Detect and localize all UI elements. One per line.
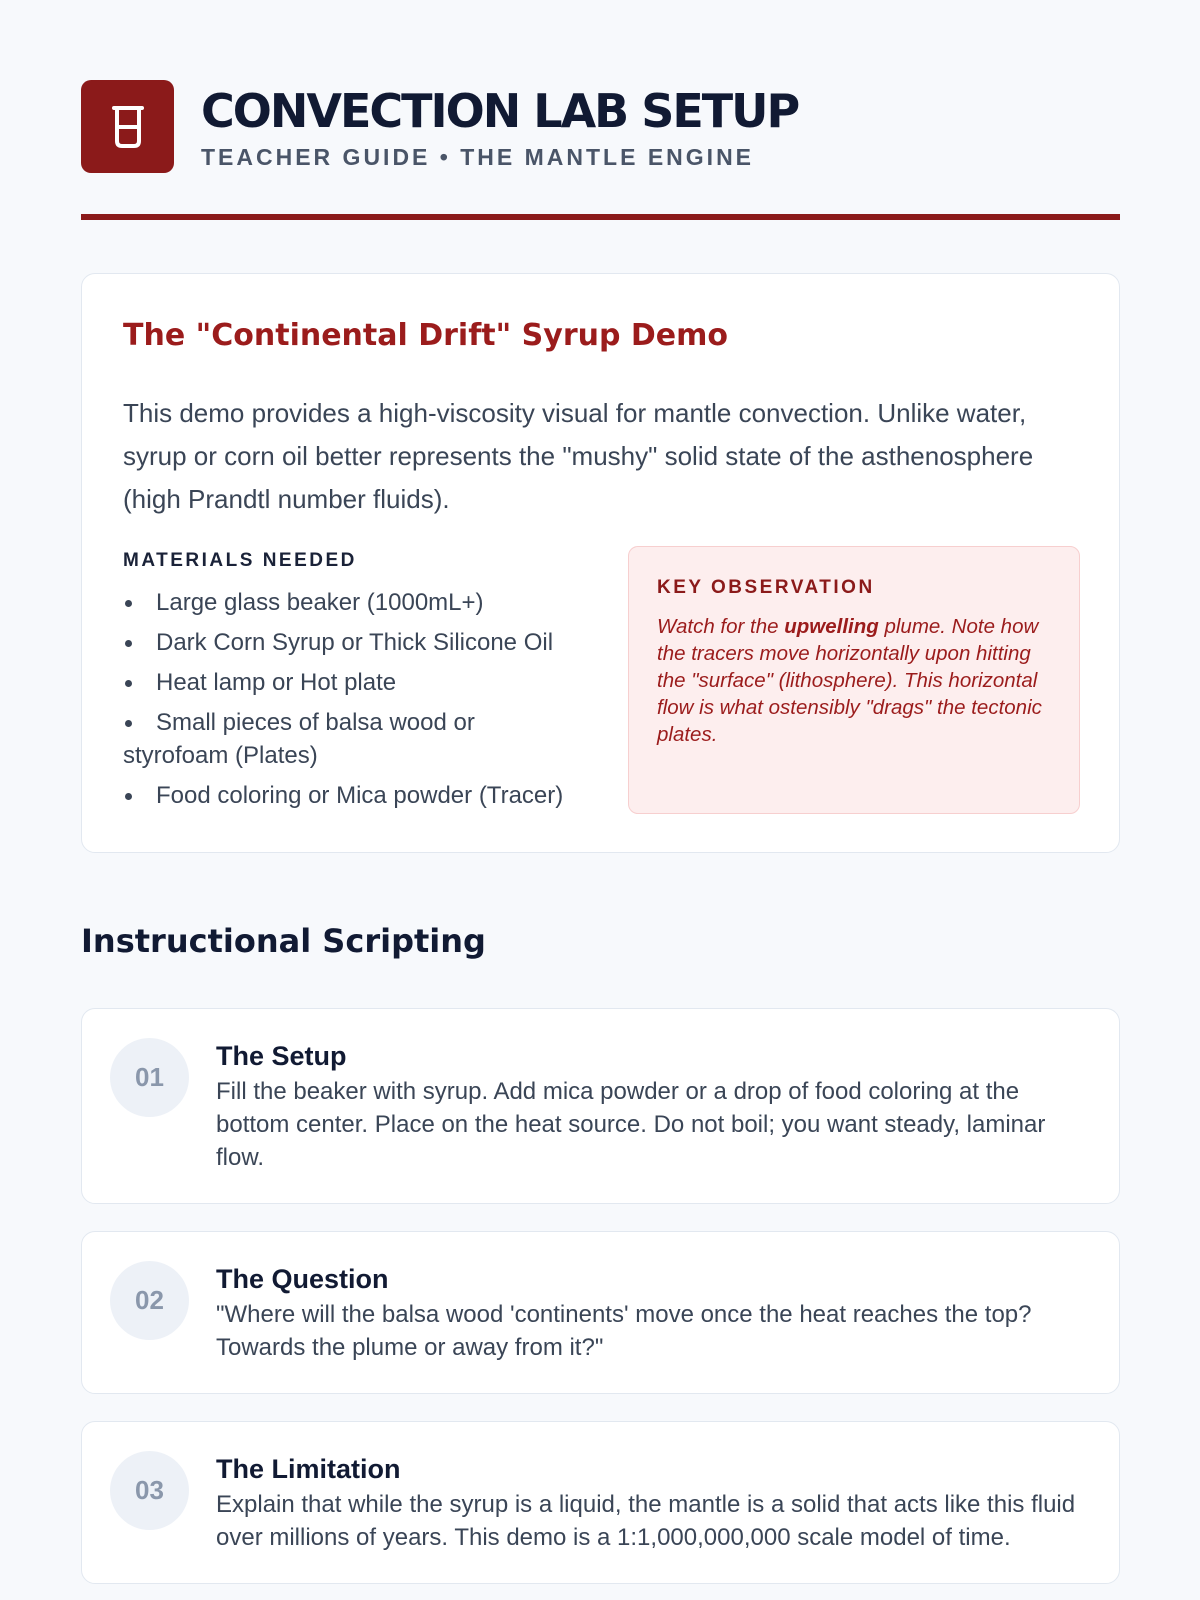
- step-number-badge: 03: [110, 1451, 189, 1530]
- step-title: The Question: [216, 1264, 389, 1294]
- step-text: Fill the beaker with syrup. Add mica powder or a drop of food coloring at the bottom center. Place on the heat source. Do not boil; you want steady, laminar flow.: [216, 1078, 1046, 1171]
- key-observation-box: [628, 546, 1080, 814]
- list-item: Food coloring or Mica powder (Tracer): [123, 779, 583, 812]
- list-item: Small pieces of balsa wood or styrofoam (Plates): [123, 706, 583, 772]
- key-observation-text-before: Watch for the: [657, 615, 785, 638]
- list-item: Heat lamp or Hot plate: [123, 666, 583, 699]
- step-text: "Where will the balsa wood 'continents' move once the heat reaches the top? Towards the plume or away from it?": [216, 1301, 1032, 1361]
- step-card: [81, 1231, 1120, 1394]
- beaker-icon: [81, 80, 174, 173]
- section-title: Instructional Scripting: [81, 922, 486, 960]
- step-card: [81, 1421, 1120, 1584]
- key-observation-emphasis: upwelling: [784, 615, 879, 638]
- key-observation-text: [657, 613, 1057, 748]
- materials-list: [123, 586, 583, 819]
- header-divider: [81, 214, 1120, 220]
- key-observation-text-after: plume. Note how the tracers move horizontally upon hitting the "surface" (lithosphere). This horizontal flow is what ostensibly "drags" the tectonic plates.: [657, 615, 1042, 746]
- step-number-badge: 01: [110, 1038, 189, 1117]
- materials-label: MATERIALS NEEDED: [123, 550, 357, 571]
- key-observation-label: KEY OBSERVATION: [657, 577, 875, 598]
- step-number-badge: 02: [110, 1261, 189, 1340]
- step-text: Explain that while the syrup is a liquid, the mantle is a solid that acts like this fluid over millions of years. This demo is a 1:1,000,000,000 scale model of time.: [216, 1491, 1076, 1551]
- step-card: [81, 1008, 1120, 1204]
- page-subtitle: TEACHER GUIDE • THE MANTLE ENGINE: [201, 144, 755, 170]
- demo-card: [81, 273, 1120, 853]
- header: [81, 80, 1120, 220]
- page-title: CONVECTION LAB SETUP: [201, 84, 799, 138]
- list-item: Large glass beaker (1000mL+): [123, 586, 583, 619]
- step-title: The Setup: [216, 1041, 347, 1071]
- demo-title: The "Continental Drift" Syrup Demo: [123, 318, 729, 353]
- step-title: The Limitation: [216, 1454, 401, 1484]
- list-item: Dark Corn Syrup or Thick Silicone Oil: [123, 626, 583, 659]
- demo-intro: This demo provides a high-viscosity visual for mantle convection. Unlike water, syrup or corn oil better represents the "mushy" solid state of the asthenosphere (high Prandtl number fluids).: [123, 398, 1034, 514]
